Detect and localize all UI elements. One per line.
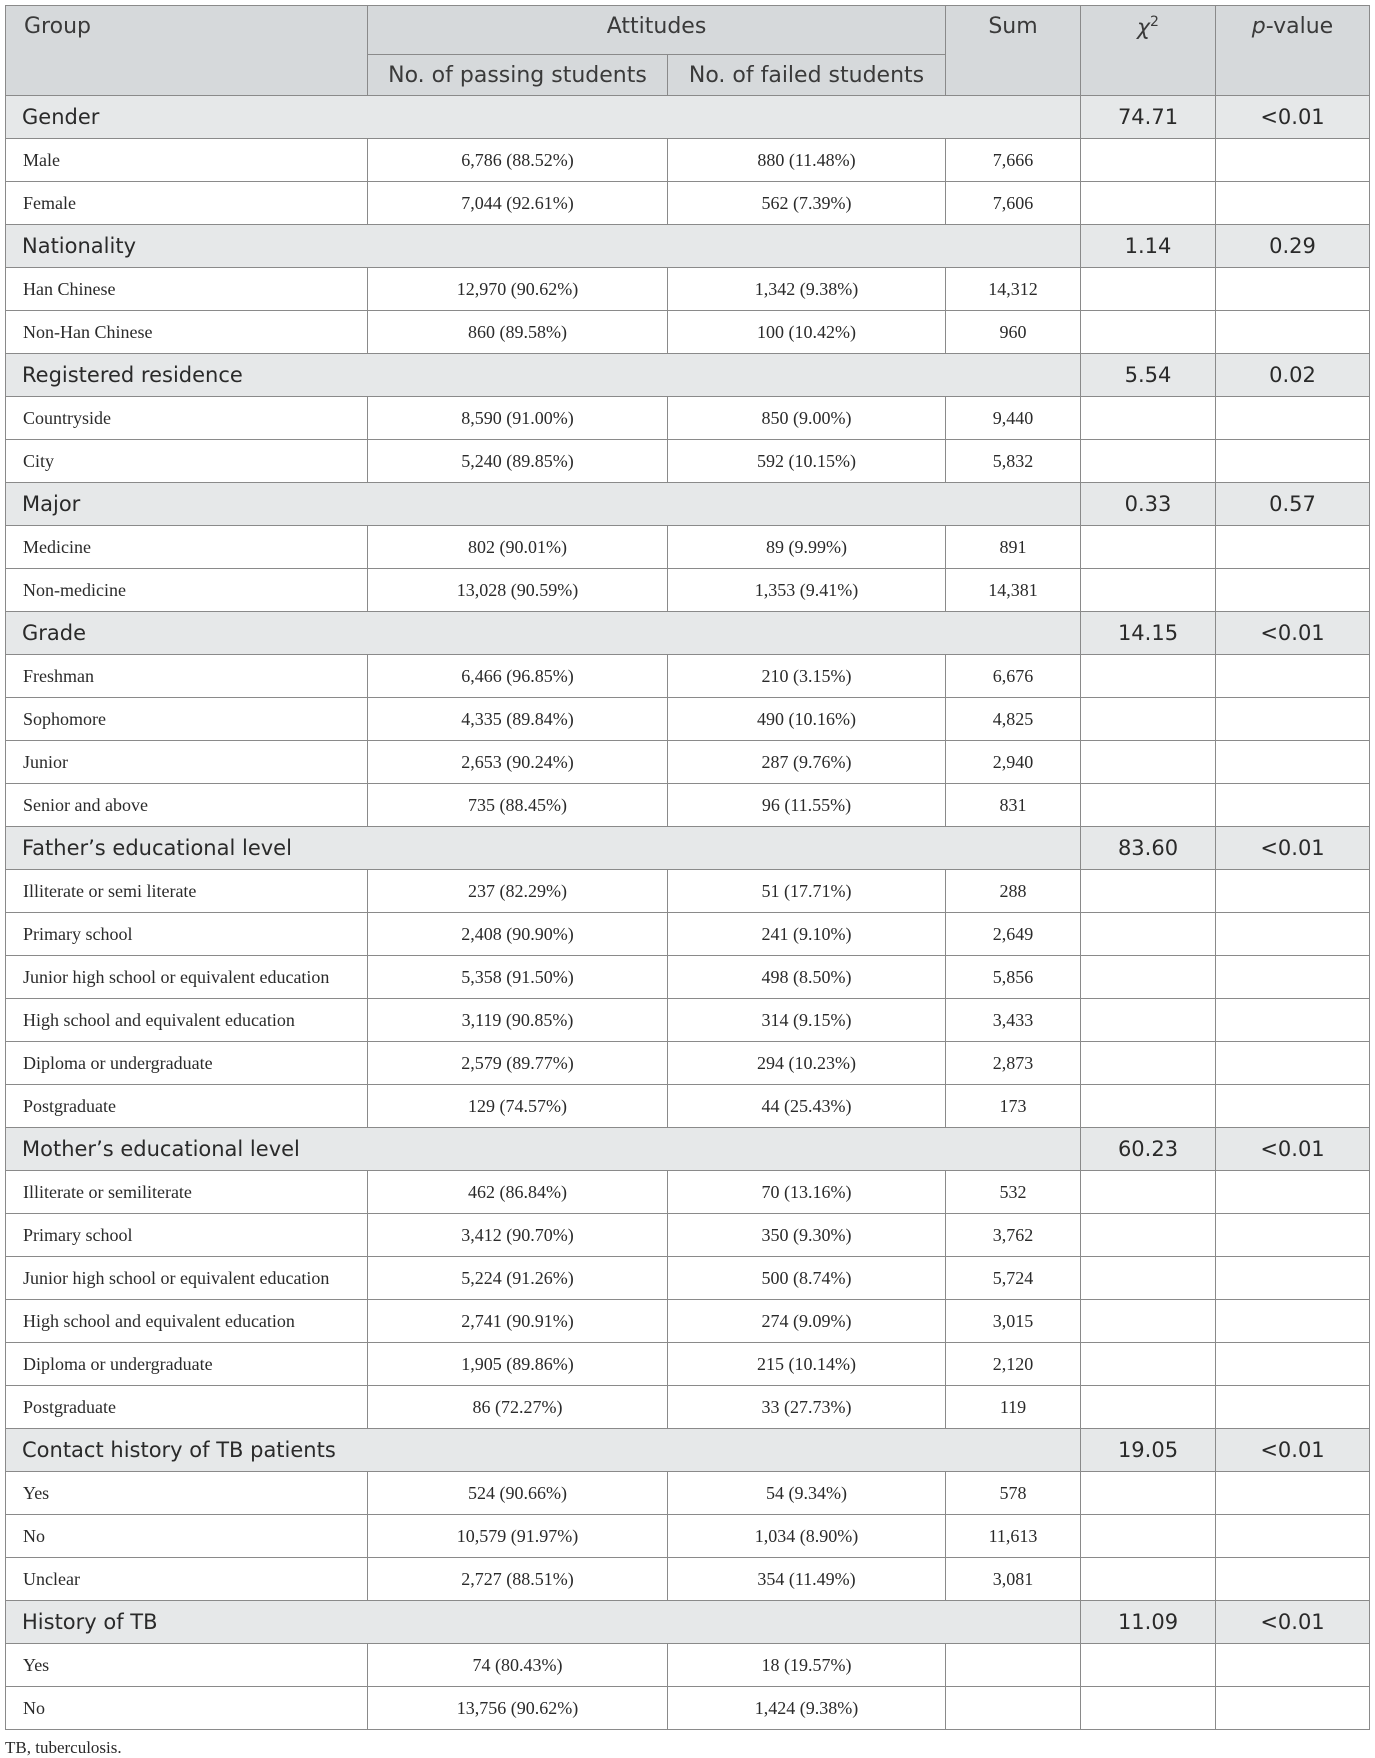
table-row (6, 741, 1370, 784)
header-chi-square (1081, 6, 1216, 96)
failed-count: 490 (10.16%) (668, 698, 946, 741)
row-label: High school and equivalent education (6, 1300, 368, 1343)
failed-count: 500 (8.74%) (668, 1257, 946, 1300)
failed-count: 33 (27.73%) (668, 1386, 946, 1429)
empty-p-cell (1216, 1300, 1370, 1343)
failed-count: 89 (9.99%) (668, 526, 946, 569)
table-row (6, 1386, 1370, 1429)
row-label: Medicine (6, 526, 368, 569)
sum-count: 9,440 (946, 397, 1081, 440)
sum-count: 2,120 (946, 1343, 1081, 1386)
row-label: Yes (6, 1472, 368, 1515)
group-row (6, 612, 1370, 655)
passing-count: 802 (90.01%) (368, 526, 668, 569)
passing-count: 2,653 (90.24%) (368, 741, 668, 784)
table-row (6, 1515, 1370, 1558)
row-label: Junior (6, 741, 368, 784)
row-label: High school and equivalent education (6, 999, 368, 1042)
sum-count (946, 1687, 1081, 1730)
table-row (6, 1042, 1370, 1085)
empty-p-cell (1216, 1472, 1370, 1515)
chi-superscript: 2 (1150, 14, 1159, 30)
empty-p-cell (1216, 311, 1370, 354)
empty-chi-cell (1081, 999, 1216, 1042)
row-label: Non-Han Chinese (6, 311, 368, 354)
group-p-value: <0.01 (1216, 1128, 1370, 1171)
passing-count: 6,786 (88.52%) (368, 139, 668, 182)
row-label: Male (6, 139, 368, 182)
empty-p-cell (1216, 1171, 1370, 1214)
failed-count: 880 (11.48%) (668, 139, 946, 182)
passing-count: 2,579 (89.77%) (368, 1042, 668, 1085)
empty-p-cell (1216, 1644, 1370, 1687)
sum-count: 14,312 (946, 268, 1081, 311)
sum-count: 5,832 (946, 440, 1081, 483)
empty-p-cell (1216, 741, 1370, 784)
row-label: Unclear (6, 1558, 368, 1601)
empty-chi-cell (1081, 1085, 1216, 1128)
passing-count: 5,224 (91.26%) (368, 1257, 668, 1300)
failed-count: 51 (17.71%) (668, 870, 946, 913)
empty-chi-cell (1081, 1386, 1216, 1429)
empty-chi-cell (1081, 569, 1216, 612)
row-label: Female (6, 182, 368, 225)
failed-count: 294 (10.23%) (668, 1042, 946, 1085)
failed-count: 274 (9.09%) (668, 1300, 946, 1343)
group-row (6, 483, 1370, 526)
table-row (6, 1558, 1370, 1601)
group-name: Registered residence (6, 354, 1081, 397)
row-label: Primary school (6, 1214, 368, 1257)
row-label: Postgraduate (6, 1386, 368, 1429)
row-label: Junior high school or equivalent education (6, 1257, 368, 1300)
empty-chi-cell (1081, 1515, 1216, 1558)
sum-count: 831 (946, 784, 1081, 827)
passing-count: 237 (82.29%) (368, 870, 668, 913)
table-row (6, 870, 1370, 913)
row-label: Countryside (6, 397, 368, 440)
sum-count: 6,676 (946, 655, 1081, 698)
empty-p-cell (1216, 1515, 1370, 1558)
empty-chi-cell (1081, 1300, 1216, 1343)
group-chi-square: 14.15 (1081, 612, 1216, 655)
passing-count: 13,028 (90.59%) (368, 569, 668, 612)
empty-chi-cell (1081, 956, 1216, 999)
empty-chi-cell (1081, 397, 1216, 440)
group-chi-square: 74.71 (1081, 96, 1216, 139)
sum-count: 5,856 (946, 956, 1081, 999)
sum-count: 960 (946, 311, 1081, 354)
table-row (6, 311, 1370, 354)
row-label: Freshman (6, 655, 368, 698)
group-row (6, 1601, 1370, 1644)
passing-count: 860 (89.58%) (368, 311, 668, 354)
group-row (6, 827, 1370, 870)
group-row (6, 1429, 1370, 1472)
group-p-value: <0.01 (1216, 827, 1370, 870)
table-row (6, 1300, 1370, 1343)
table-row (6, 182, 1370, 225)
passing-count: 5,358 (91.50%) (368, 956, 668, 999)
table-container (5, 5, 1370, 1758)
group-name: History of TB (6, 1601, 1081, 1644)
row-label: City (6, 440, 368, 483)
group-chi-square: 19.05 (1081, 1429, 1216, 1472)
passing-count: 8,590 (91.00%) (368, 397, 668, 440)
passing-count: 524 (90.66%) (368, 1472, 668, 1515)
empty-p-cell (1216, 870, 1370, 913)
sum-count: 4,825 (946, 698, 1081, 741)
empty-p-cell (1216, 1214, 1370, 1257)
p-italic: p (1251, 14, 1266, 39)
chi-symbol: χ (1137, 15, 1151, 41)
empty-chi-cell (1081, 870, 1216, 913)
row-label: Primary school (6, 913, 368, 956)
header-failed: No. of failed students (668, 55, 946, 96)
empty-p-cell (1216, 913, 1370, 956)
group-p-value: <0.01 (1216, 1601, 1370, 1644)
empty-p-cell (1216, 956, 1370, 999)
group-name: Grade (6, 612, 1081, 655)
empty-p-cell (1216, 139, 1370, 182)
table-row (6, 1343, 1370, 1386)
table-row (6, 655, 1370, 698)
empty-p-cell (1216, 698, 1370, 741)
group-name: Gender (6, 96, 1081, 139)
group-chi-square: 0.33 (1081, 483, 1216, 526)
row-label: Non-medicine (6, 569, 368, 612)
empty-p-cell (1216, 569, 1370, 612)
empty-chi-cell (1081, 311, 1216, 354)
empty-chi-cell (1081, 1472, 1216, 1515)
group-name: Father’s educational level (6, 827, 1081, 870)
table-row (6, 1257, 1370, 1300)
empty-chi-cell (1081, 1214, 1216, 1257)
group-p-value: <0.01 (1216, 1429, 1370, 1472)
table-row (6, 526, 1370, 569)
failed-count: 1,034 (8.90%) (668, 1515, 946, 1558)
empty-p-cell (1216, 1257, 1370, 1300)
row-label: No (6, 1515, 368, 1558)
row-label: Illiterate or semiliterate (6, 1171, 368, 1214)
passing-count: 3,119 (90.85%) (368, 999, 668, 1042)
sum-count: 3,015 (946, 1300, 1081, 1343)
passing-count: 4,335 (89.84%) (368, 698, 668, 741)
failed-count: 44 (25.43%) (668, 1085, 946, 1128)
group-chi-square: 5.54 (1081, 354, 1216, 397)
sum-count: 5,724 (946, 1257, 1081, 1300)
table-row (6, 999, 1370, 1042)
row-label: No (6, 1687, 368, 1730)
table-row (6, 268, 1370, 311)
empty-chi-cell (1081, 526, 1216, 569)
failed-count: 354 (11.49%) (668, 1558, 946, 1601)
table-row (6, 397, 1370, 440)
table-row (6, 784, 1370, 827)
passing-count: 129 (74.57%) (368, 1085, 668, 1128)
data-table (5, 5, 1370, 1730)
header-p-value (1216, 6, 1370, 96)
failed-count: 850 (9.00%) (668, 397, 946, 440)
empty-p-cell (1216, 182, 1370, 225)
row-label: Diploma or undergraduate (6, 1343, 368, 1386)
header-sum: Sum (946, 6, 1081, 96)
table-body (6, 96, 1370, 1730)
passing-count: 13,756 (90.62%) (368, 1687, 668, 1730)
group-chi-square: 1.14 (1081, 225, 1216, 268)
passing-count: 6,466 (96.85%) (368, 655, 668, 698)
passing-count: 74 (80.43%) (368, 1644, 668, 1687)
empty-chi-cell (1081, 1171, 1216, 1214)
header-attitudes: Attitudes (368, 6, 946, 55)
sum-count: 14,381 (946, 569, 1081, 612)
empty-chi-cell (1081, 1257, 1216, 1300)
failed-count: 314 (9.15%) (668, 999, 946, 1042)
table-row (6, 1687, 1370, 1730)
group-name: Nationality (6, 225, 1081, 268)
sum-count: 2,873 (946, 1042, 1081, 1085)
group-name: Mother’s educational level (6, 1128, 1081, 1171)
empty-p-cell (1216, 1558, 1370, 1601)
empty-chi-cell (1081, 698, 1216, 741)
failed-count: 54 (9.34%) (668, 1472, 946, 1515)
empty-chi-cell (1081, 1343, 1216, 1386)
table-row (6, 956, 1370, 999)
sum-count: 11,613 (946, 1515, 1081, 1558)
table-footnote: TB, tuberculosis. (5, 1738, 122, 1757)
empty-p-cell (1216, 655, 1370, 698)
passing-count: 86 (72.27%) (368, 1386, 668, 1429)
row-label: Senior and above (6, 784, 368, 827)
failed-count: 18 (19.57%) (668, 1644, 946, 1687)
table-row (6, 569, 1370, 612)
sum-count: 7,666 (946, 139, 1081, 182)
group-p-value: <0.01 (1216, 96, 1370, 139)
table-row (6, 913, 1370, 956)
group-row (6, 225, 1370, 268)
empty-chi-cell (1081, 139, 1216, 182)
sum-count: 2,649 (946, 913, 1081, 956)
passing-count: 7,044 (92.61%) (368, 182, 668, 225)
empty-chi-cell (1081, 1644, 1216, 1687)
empty-p-cell (1216, 1687, 1370, 1730)
passing-count: 5,240 (89.85%) (368, 440, 668, 483)
row-label: Yes (6, 1644, 368, 1687)
sum-count: 2,940 (946, 741, 1081, 784)
failed-count: 210 (3.15%) (668, 655, 946, 698)
empty-p-cell (1216, 1386, 1370, 1429)
row-label: Postgraduate (6, 1085, 368, 1128)
empty-p-cell (1216, 784, 1370, 827)
row-label: Sophomore (6, 698, 368, 741)
passing-count: 2,727 (88.51%) (368, 1558, 668, 1601)
sum-count: 532 (946, 1171, 1081, 1214)
p-rest: -value (1265, 14, 1334, 39)
group-p-value: 0.57 (1216, 483, 1370, 526)
passing-count: 462 (86.84%) (368, 1171, 668, 1214)
failed-count: 215 (10.14%) (668, 1343, 946, 1386)
sum-count: 578 (946, 1472, 1081, 1515)
empty-chi-cell (1081, 913, 1216, 956)
table-row (6, 139, 1370, 182)
group-chi-square: 60.23 (1081, 1128, 1216, 1171)
sum-count: 7,606 (946, 182, 1081, 225)
failed-count: 562 (7.39%) (668, 182, 946, 225)
failed-count: 350 (9.30%) (668, 1214, 946, 1257)
passing-count: 2,408 (90.90%) (368, 913, 668, 956)
failed-count: 498 (8.50%) (668, 956, 946, 999)
empty-p-cell (1216, 526, 1370, 569)
empty-chi-cell (1081, 268, 1216, 311)
header-passing: No. of passing students (368, 55, 668, 96)
row-label: Han Chinese (6, 268, 368, 311)
table-row (6, 1644, 1370, 1687)
empty-p-cell (1216, 268, 1370, 311)
table-row (6, 1472, 1370, 1515)
empty-chi-cell (1081, 182, 1216, 225)
empty-p-cell (1216, 999, 1370, 1042)
empty-p-cell (1216, 1343, 1370, 1386)
sum-count: 891 (946, 526, 1081, 569)
failed-count: 287 (9.76%) (668, 741, 946, 784)
passing-count: 12,970 (90.62%) (368, 268, 668, 311)
empty-chi-cell (1081, 784, 1216, 827)
empty-chi-cell (1081, 1687, 1216, 1730)
table-row (6, 440, 1370, 483)
passing-count: 1,905 (89.86%) (368, 1343, 668, 1386)
sum-count: 288 (946, 870, 1081, 913)
empty-p-cell (1216, 397, 1370, 440)
failed-count: 241 (9.10%) (668, 913, 946, 956)
row-label: Junior high school or equivalent education (6, 956, 368, 999)
failed-count: 592 (10.15%) (668, 440, 946, 483)
group-row (6, 96, 1370, 139)
sum-count (946, 1644, 1081, 1687)
group-p-value: 0.29 (1216, 225, 1370, 268)
table-row (6, 698, 1370, 741)
sum-count: 3,762 (946, 1214, 1081, 1257)
group-name: Contact history of TB patients (6, 1429, 1081, 1472)
failed-count: 1,342 (9.38%) (668, 268, 946, 311)
group-p-value: 0.02 (1216, 354, 1370, 397)
table-row (6, 1085, 1370, 1128)
group-p-value: <0.01 (1216, 612, 1370, 655)
table-header (6, 6, 1370, 96)
empty-p-cell (1216, 440, 1370, 483)
table-row (6, 1171, 1370, 1214)
sum-count: 3,433 (946, 999, 1081, 1042)
failed-count: 70 (13.16%) (668, 1171, 946, 1214)
header-group: Group (6, 6, 368, 96)
empty-p-cell (1216, 1085, 1370, 1128)
empty-chi-cell (1081, 1558, 1216, 1601)
group-row (6, 354, 1370, 397)
empty-p-cell (1216, 1042, 1370, 1085)
passing-count: 2,741 (90.91%) (368, 1300, 668, 1343)
sum-count: 119 (946, 1386, 1081, 1429)
passing-count: 3,412 (90.70%) (368, 1214, 668, 1257)
failed-count: 1,424 (9.38%) (668, 1687, 946, 1730)
empty-chi-cell (1081, 1042, 1216, 1085)
table-row (6, 1214, 1370, 1257)
sum-count: 3,081 (946, 1558, 1081, 1601)
group-name: Major (6, 483, 1081, 526)
group-chi-square: 83.60 (1081, 827, 1216, 870)
failed-count: 100 (10.42%) (668, 311, 946, 354)
passing-count: 735 (88.45%) (368, 784, 668, 827)
failed-count: 1,353 (9.41%) (668, 569, 946, 612)
group-chi-square: 11.09 (1081, 1601, 1216, 1644)
row-label: Diploma or undergraduate (6, 1042, 368, 1085)
sum-count: 173 (946, 1085, 1081, 1128)
empty-chi-cell (1081, 655, 1216, 698)
empty-chi-cell (1081, 741, 1216, 784)
passing-count: 10,579 (91.97%) (368, 1515, 668, 1558)
failed-count: 96 (11.55%) (668, 784, 946, 827)
row-label: Illiterate or semi literate (6, 870, 368, 913)
empty-chi-cell (1081, 440, 1216, 483)
group-row (6, 1128, 1370, 1171)
